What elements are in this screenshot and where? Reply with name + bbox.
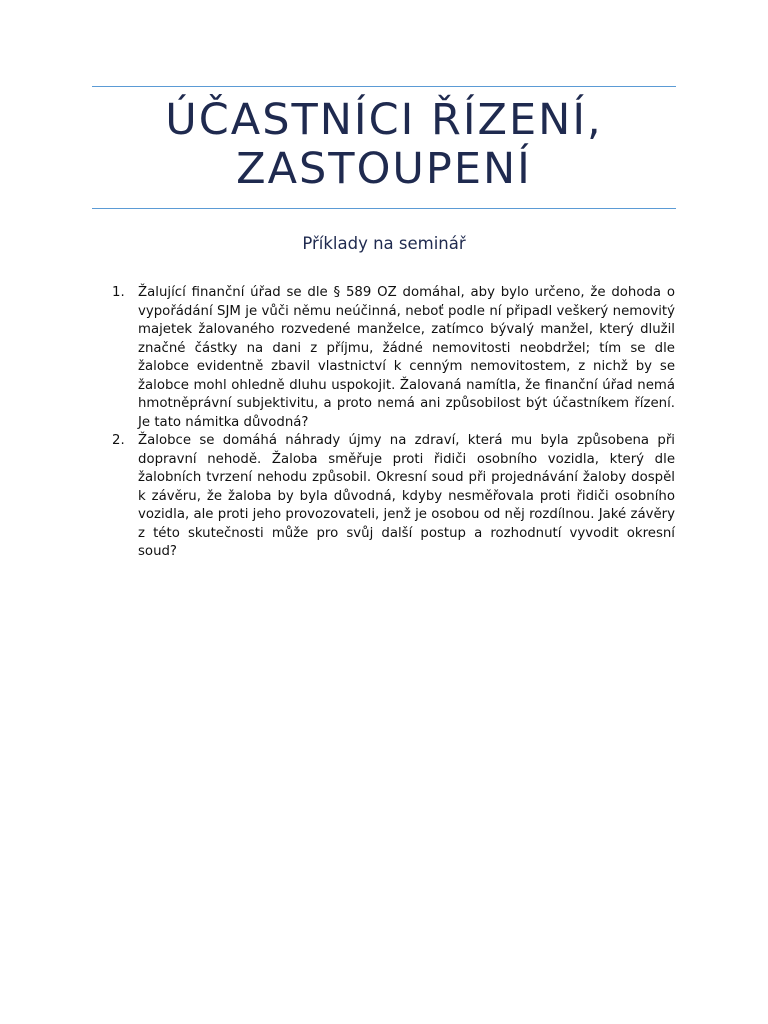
task-list (112, 284, 675, 562)
task-number: 1. (112, 285, 125, 300)
page-title (92, 96, 676, 194)
task-item (112, 432, 675, 562)
page-title-line-2: ZASTOUPENÍ (236, 144, 532, 194)
task-text: Žalobce se domáhá náhrady újmy na zdraví, která mu byla způsobena při dopravní nehodě. Žaloba směřuje proti řidiči osobního vozidla, který dle žalobních tvrzení nehodu způsobil. Okresní soud při projednávání žaloby dospěl k závěru, že žaloba by byla důvodná, kdyby nesměřovala proti řidiči osobního vozidla, ale proti jeho provozovateli, jenž je osobou od něj rozdílnou. Jaké závěry z této skutečnosti může pro svůj další postup a rozhodnutí vyvodit okresní soud? (138, 433, 675, 559)
subtitle: Příklady na seminář (302, 234, 466, 253)
task-item (112, 284, 675, 432)
title-top-rule (92, 86, 676, 87)
page-title-line-1: ÚČASTNÍCI ŘÍZENÍ, (165, 95, 603, 145)
title-bottom-rule (92, 208, 676, 209)
task-number: 2. (112, 433, 125, 448)
task-text: Žalující finanční úřad se dle § 589 OZ domáhal, aby bylo určeno, že dohoda o vypořádání SJM je vůči němu neúčinná, neboť podle ní připadl veškerý nemovitý majetek žalovaného rozvedené manželce, zatímco bývalý manžel, který dlužil značné částky na dani z příjmu, žádné nemovitosti neobdržel; tím se dle žalobce evidentně zbavil vlastnictví k cenným nemovitostem, z nichž by se žalobce mohl ohledně dluhu uspokojit. Žalovaná namítla, že finanční úřad nemá hmotněprávní subjektivitu, a proto nemá ani způsobilost být účastníkem řízení. Je tato námitka důvodná? (138, 285, 675, 430)
